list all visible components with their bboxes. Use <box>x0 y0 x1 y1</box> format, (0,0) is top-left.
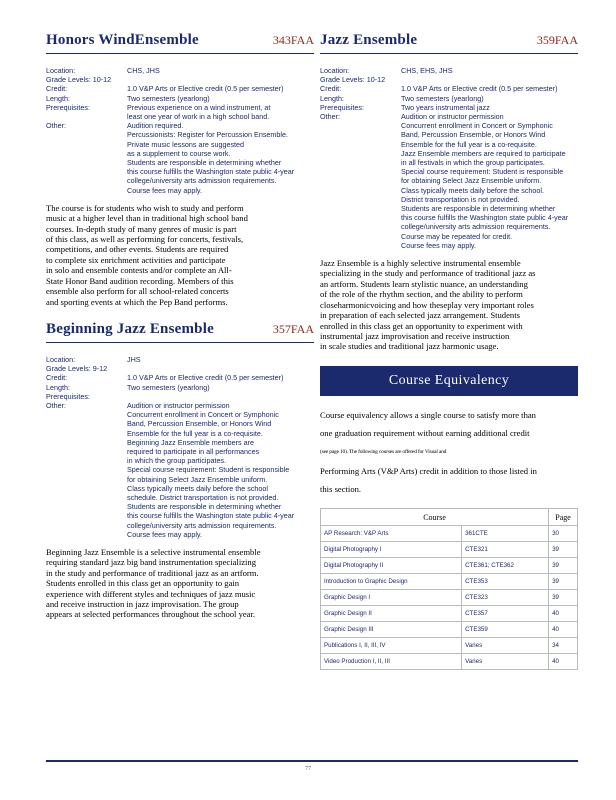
meta-value-line: Beginning Jazz Ensemble members are <box>127 437 255 447</box>
course-meta <box>46 355 314 539</box>
right-column <box>320 32 578 670</box>
meta-row <box>320 94 578 103</box>
text-line: experience with different styles and techniques of jazz music <box>46 588 256 599</box>
table-cell-name: Digital Photography I <box>321 542 462 558</box>
meta-value-line: required to participate in all performances <box>127 446 260 456</box>
table-cell-code: 361CTE <box>462 526 549 542</box>
table-cell-name: Graphic Design III <box>321 622 462 638</box>
text-line: Course equivalency allows a single course to satisfy more than <box>320 409 536 420</box>
meta-value-line: CHS, EHS, JHS <box>401 66 453 75</box>
meta-value-line: Course fees may apply. <box>401 240 476 250</box>
meta-value-line: Audition or instructor permission <box>127 400 230 410</box>
equivalency-small-line: (see page 10). The following courses are offered for Visual and <box>320 448 447 455</box>
text-line: in preparation of each selected jazz arrangement. Students <box>320 310 520 321</box>
jazz-ensemble-section <box>320 32 578 352</box>
text-line: instrumental jazz improvisation and receive instruction <box>320 330 510 341</box>
meta-value-line: Students are responsible in determining whether <box>401 204 556 214</box>
table-cell-code: Varies <box>462 654 549 670</box>
meta-row <box>46 401 314 539</box>
text-line: ensemble also perform for all school-related concerts <box>46 286 229 297</box>
meta-label: Location: <box>320 66 350 75</box>
meta-value-line: Students are responsible in determining whether <box>127 502 282 512</box>
meta-value <box>401 112 578 250</box>
table-cell-page: 40 <box>549 606 578 622</box>
course-equivalency-banner: Course Equivalency <box>320 366 578 396</box>
table-cell-page: 39 <box>549 542 578 558</box>
meta-value-line: Special course requirement: Student is responsible <box>127 465 290 475</box>
meta-label: Prerequisites: <box>320 102 364 112</box>
meta-value-line: Two semesters (yearlong) <box>127 382 210 392</box>
table-cell-name: Video Production I, II, III <box>321 654 462 670</box>
meta-row <box>46 94 314 103</box>
meta-label: Prerequisites: <box>46 102 90 112</box>
text-line: to complete six enrichment activities and participate <box>46 254 226 265</box>
meta-value-line: Concurrent enrollment in Concert or Symphonic <box>401 121 553 131</box>
meta-value-line: 1.0 V&P Arts or Elective credit (0.5 per semester) <box>127 373 284 383</box>
text-line: enrolled in this class get an opportunity to experiment with <box>320 320 523 331</box>
table-header-page: Page <box>549 509 578 526</box>
table-cell-page: 39 <box>549 590 578 606</box>
table-cell-name: Publications I, II, III, IV <box>321 638 462 654</box>
table-cell-page: 40 <box>549 654 578 670</box>
meta-value-line: for obtaining Select Jazz Ensemble uniform. <box>127 474 268 484</box>
meta-label: Grade Levels: 10-12 <box>320 75 386 85</box>
meta-value-line: least one year of work in a high school band. <box>127 112 270 122</box>
course-title: Jazz Ensemble <box>320 32 418 48</box>
table-row <box>321 590 578 606</box>
meta-label: Length: <box>46 93 70 103</box>
table-cell-name: Graphic Design I <box>321 590 462 606</box>
meta-value-line: JHS <box>127 354 141 364</box>
course-code: 359FAA <box>536 33 578 47</box>
table-row <box>321 558 578 574</box>
table-cell-name: Graphic Design II <box>321 606 462 622</box>
meta-value <box>127 66 314 75</box>
meta-row <box>320 66 578 75</box>
meta-value-line: 1.0 V&P Arts or Elective credit (0.5 per semester) <box>401 84 558 94</box>
meta-value-line: in which the group participates. <box>127 456 227 466</box>
meta-value <box>111 75 314 84</box>
meta-row <box>46 84 314 93</box>
text-line: one graduation requirement without earning additional credit <box>320 428 530 439</box>
equivalency-text <box>320 410 578 494</box>
meta-value <box>127 355 314 364</box>
table-row <box>321 654 578 670</box>
table-row <box>321 574 578 590</box>
page-number: 77 <box>305 766 311 772</box>
table-header-course: Course <box>321 509 549 526</box>
table-cell-page: 39 <box>549 558 578 574</box>
text-line: specializing in the study and performance of traditional jazz as <box>320 268 536 279</box>
meta-value <box>401 103 578 112</box>
meta-value-line: in all festivals in which the group participates. <box>401 158 545 168</box>
meta-value <box>127 401 314 539</box>
meta-value <box>107 364 314 373</box>
table-cell-page: 34 <box>549 638 578 654</box>
meta-value-line: Ensemble for the full year is a co-requisite. <box>127 428 263 438</box>
course-header <box>320 32 578 54</box>
meta-value-line: 1.0 V&P Arts or Elective credit (0.5 per semester) <box>127 84 284 94</box>
text-line: State Honor Band audition recording. Members of this <box>46 275 234 286</box>
meta-value-line: Band, Percussion Ensemble, or Honors Wind <box>401 130 546 140</box>
meta-row <box>320 103 578 112</box>
table-row <box>321 526 578 542</box>
text-line: of this class, as well as performing for concerts, festivals, <box>46 234 244 245</box>
meta-value-line: Audition or instructor permission <box>401 112 504 122</box>
meta-value-line: for obtaining Select Jazz Ensemble uniform. <box>401 176 542 186</box>
left-column <box>46 32 314 620</box>
course-title: Honors WindEnsemble <box>46 32 199 48</box>
meta-value <box>127 103 314 121</box>
meta-value-line: Percussionists: Register for Percussion Ensemble. <box>127 130 288 140</box>
meta-value-line: District transportation is not provided. <box>401 194 520 204</box>
meta-value <box>127 94 314 103</box>
text-line: in solo and ensemble contests and/or complete an All- <box>46 265 232 276</box>
meta-value-line: college/university arts admission requirements. <box>401 222 551 232</box>
course-description <box>46 547 314 620</box>
meta-label: Grade Levels: 10-12 <box>46 75 112 85</box>
meta-value <box>401 84 578 93</box>
table-cell-name: AP Research: V&P Arts <box>321 526 462 542</box>
table-cell-code: CTE321 <box>462 542 549 558</box>
text-line: Beginning Jazz Ensemble is a selective instrumental ensemble <box>46 546 261 557</box>
meta-value <box>127 373 314 382</box>
course-title: Beginning Jazz Ensemble <box>46 320 214 337</box>
meta-value-line: this course fulfills the Washington state public 4-year <box>127 167 295 177</box>
meta-label: Grade Levels: 9-12 <box>46 364 108 374</box>
text-line: Jazz Ensemble is a highly selective instrumental ensemble <box>320 258 521 269</box>
meta-value-line: Class typically meets daily before the school <box>127 483 269 493</box>
meta-value-line: Students are responsible in determining whether <box>127 158 282 168</box>
text-line: music at a higher level than in traditional high school band <box>46 213 248 224</box>
meta-row <box>320 84 578 93</box>
meta-value-line: Ensemble for the full year is a co-requisite. <box>401 139 537 149</box>
table-cell-code: Varies <box>462 638 549 654</box>
text-line: and receive instruction in jazz improvisation. The group <box>46 599 239 609</box>
meta-label: Other: <box>46 400 66 410</box>
text-line: courses. In-depth study of many genres of music is part <box>46 223 237 234</box>
course-code: 343FAA <box>272 33 314 47</box>
table-cell-code: CTE361; CTE362 <box>462 558 549 574</box>
meta-row <box>46 121 314 195</box>
table-cell-name: Digital Photography II <box>321 558 462 574</box>
meta-value-line: college/university arts admission requirements. <box>127 520 277 530</box>
meta-row <box>46 75 314 84</box>
text-line: The course is for students who wish to study and perform <box>46 202 244 213</box>
text-line: in the study and performance of traditional jazz as an artform. <box>46 567 259 578</box>
text-line: Performing Arts (V&P Arts) credit in addition to those listed in <box>320 465 537 476</box>
table-cell-page: 40 <box>549 622 578 638</box>
beginning-jazz-ensemble-section <box>46 321 314 620</box>
meta-value-line: Course fees may apply. <box>127 529 202 539</box>
meta-label: Credit: <box>46 84 68 94</box>
meta-row <box>46 364 314 373</box>
meta-label: Other: <box>46 121 66 131</box>
meta-value-line: Audition required. <box>127 121 184 131</box>
meta-row <box>320 75 578 84</box>
meta-row <box>46 103 314 121</box>
equivalency-table <box>320 508 578 670</box>
meta-label: Other: <box>320 112 340 122</box>
meta-row <box>46 355 314 364</box>
meta-value <box>90 392 314 401</box>
table-cell-code: CTE323 <box>462 590 549 606</box>
meta-label: Prerequisites: <box>46 391 90 401</box>
meta-label: Location: <box>46 66 76 75</box>
meta-value <box>401 66 578 75</box>
table-row <box>321 622 578 638</box>
course-description <box>320 258 578 352</box>
meta-value-line: Previous experience on a wind instrument, at <box>127 102 271 112</box>
meta-label: Length: <box>46 382 70 392</box>
table-row <box>321 606 578 622</box>
meta-value-line: college/university arts admission requirements. <box>127 176 277 186</box>
table-cell-code: CTE357 <box>462 606 549 622</box>
text-line: and sporting events at which the Pep Band performs. <box>46 296 228 307</box>
meta-value-line: as a supplement to course work. <box>127 148 231 158</box>
meta-value-line: Class typically meets daily before the school. <box>401 185 545 195</box>
meta-value-line: Band, Percussion Ensemble, or Honors Wind <box>127 419 272 429</box>
table-cell-name: Introduction to Graphic Design <box>321 574 462 590</box>
text-line: competitions, and other events. Students are required <box>46 244 229 255</box>
meta-row <box>46 392 314 401</box>
course-meta <box>320 66 578 250</box>
meta-value <box>401 94 578 103</box>
text-line: this section. <box>320 484 362 495</box>
meta-value <box>127 84 314 93</box>
meta-value-line: Private music lessons are suggested <box>127 139 245 149</box>
meta-row <box>46 383 314 392</box>
text-line: of the role of the rhythm section, and the ability to perform <box>320 289 523 300</box>
text-line: in scale studies and traditional jazz harmonic usage. <box>320 341 499 352</box>
text-line: requiring standard jazz big band instrumentation specializing <box>46 557 257 568</box>
meta-row <box>320 112 578 250</box>
course-header <box>46 32 314 54</box>
table-row <box>321 542 578 558</box>
course-header <box>46 321 314 343</box>
meta-value-line: Two semesters (yearlong) <box>401 93 484 103</box>
footer-rule <box>46 760 578 762</box>
meta-value <box>127 383 314 392</box>
meta-label: Credit: <box>46 373 68 383</box>
table-cell-page: 30 <box>549 526 578 542</box>
meta-value-line: Two years instrumental jazz <box>401 102 490 112</box>
honors-wind-ensemble-section <box>46 32 314 307</box>
meta-value-line: Two semesters (yearlong) <box>127 93 210 103</box>
meta-label: Location: <box>46 354 76 364</box>
text-line: an artform. Students learn stylistic nuance, an understanding <box>320 278 528 289</box>
meta-value-line: schedule. District transportation is not provided. <box>127 492 279 502</box>
table-cell-page: 39 <box>549 574 578 590</box>
meta-value-line: Jazz Ensemble members are required to participate <box>401 148 566 158</box>
text-line: Students enrolled in this class get an opportunity to gain <box>46 578 240 589</box>
table-row <box>321 638 578 654</box>
meta-row <box>46 373 314 382</box>
meta-value-line: this course fulfills the Washington state public 4-year <box>127 511 295 521</box>
course-meta <box>46 66 314 195</box>
text-line: closeharmonicvoicing and how theseplay very important roles <box>320 299 534 310</box>
meta-value-line: Course may be repeated for credit. <box>401 231 513 241</box>
meta-row <box>46 66 314 75</box>
table-cell-code: CTE359 <box>462 622 549 638</box>
meta-value-line: this course fulfills the Washington state public 4-year <box>401 213 569 223</box>
meta-value-line: Concurrent enrollment in Concert or Symphonic <box>127 410 279 420</box>
text-line: appears at selected performances throughout the school year. <box>46 609 256 620</box>
meta-value-line: Special course requirement: Student is responsible <box>401 167 564 177</box>
meta-label: Credit: <box>320 84 342 94</box>
meta-value <box>127 121 314 195</box>
course-description <box>46 203 314 307</box>
meta-value-line: CHS, JHS <box>127 66 160 75</box>
course-code: 357FAA <box>272 321 314 336</box>
meta-label: Length: <box>320 93 344 103</box>
meta-value <box>385 75 578 84</box>
table-cell-code: CTE353 <box>462 574 549 590</box>
meta-value-line: Course fees may apply. <box>127 185 202 195</box>
